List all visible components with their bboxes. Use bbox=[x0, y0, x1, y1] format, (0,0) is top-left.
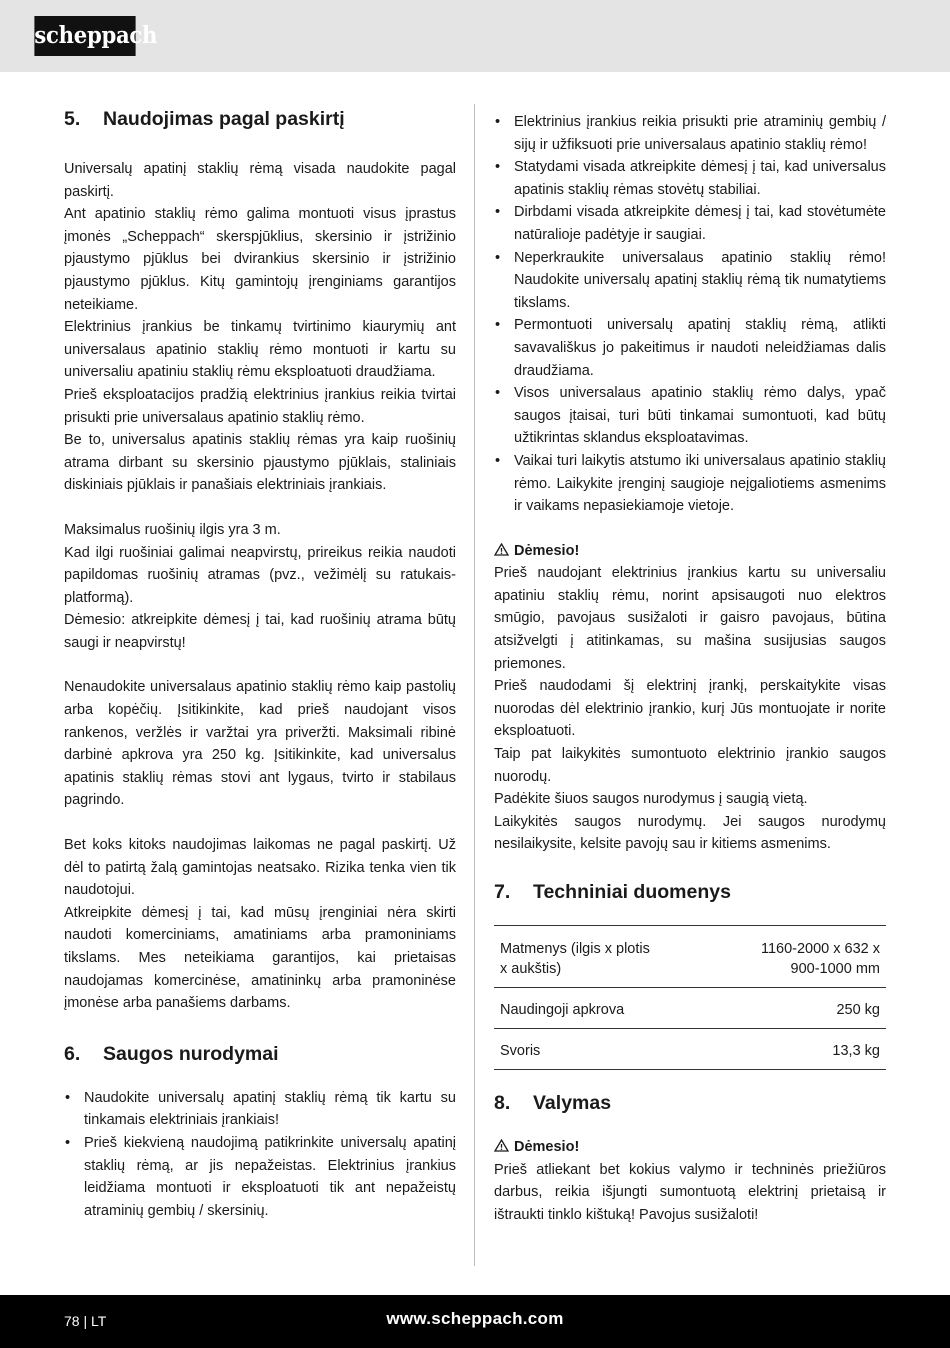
list-item: • Dirbdami visada atkreipkite dėmesį į tai, kad stovėtumėte natūralioje padėtyje ir saugiai. bbox=[494, 201, 886, 246]
paragraph: Prieš eksploatacijos pradžią elektrinius įrankius reikia tvirtai prisukti prie universalaus apatinio staklių rėmo. bbox=[64, 386, 456, 426]
table-row bbox=[494, 988, 886, 1029]
paragraph: Maksimalus ruošinių ilgis yra 3 m. bbox=[64, 521, 281, 538]
table-cell-label bbox=[494, 926, 711, 988]
paragraph: Prieš naudodami šį elektrinį įrankį, perskaitykite visas nuorodas dėl elektrinio įrankio, kurį Jūs montuojate ir norite eksploatuoti. bbox=[494, 678, 886, 740]
section-7-title: Techniniai duomenys bbox=[533, 881, 731, 903]
cell-text: 900-1000 mm bbox=[790, 961, 880, 977]
section-7-heading bbox=[494, 879, 886, 905]
paragraph: Nenaudokite universalaus apatinio staklių rėmo kaip pastolių arba kopėčių. Įsitikinkite, kad prieš naudojant visos rankenos, veržlės ir varžtai yra priveržti. Maksimali ribinė darbinė apkrova yra 250 kg. Įsitikinkite, kad universalus apatinis staklių rėmas stovi ant lygaus, tvirto ir stabilaus pagrindo. bbox=[64, 679, 456, 809]
warning-title: Dėmesio! bbox=[514, 542, 580, 559]
paragraph: Padėkite šiuos saugos nurodymus į saugią vietą. bbox=[494, 791, 808, 808]
page-number: 78 | LT bbox=[64, 1313, 107, 1329]
table-cell-label: Svoris bbox=[494, 1029, 711, 1070]
section-8-heading bbox=[494, 1090, 886, 1116]
paragraph: Elektrinius įrankius be tinkamų tvirtinimo kiaurymių ant universalaus apatinio staklių rėmo montuoti ir kartu su universaliu apatiniu staklių rėmu eksploatuoti draudžiama. bbox=[64, 319, 456, 381]
list-item: • Vaikai turi laikytis atstumo iki universalaus apatinio staklių rėmo. Laikykite įrenginį saugioje neįgaliotiems asmenims ir vaikams nepasiekiamoje vietoje. bbox=[494, 450, 886, 518]
right-column bbox=[494, 111, 886, 1226]
list-item: • Permontuoti universalų apatinį staklių rėmą, atlikti savavališkus jo pakeitimus ir naudoti neleidžiamas dalis draudžiama. bbox=[494, 314, 886, 382]
paragraph: Taip pat laikykitės sumontuoto elektrinio įrankio saugos nuorodų. bbox=[494, 746, 886, 785]
paragraph: Kad ilgi ruošiniai galimai neapvirstų, prireikus reikia naudoti papildomas ruošinių atramas (pvz., vežimėlį su ratukais-platformą). bbox=[64, 544, 456, 606]
safety-list-left bbox=[64, 1087, 456, 1223]
table-row bbox=[494, 1029, 886, 1070]
list-item: • Statydami visada atkreipkite dėmesį į tai, kad universalus apatinis staklių rėmas stovėtų stabiliai. bbox=[494, 156, 886, 201]
technical-data-table bbox=[494, 925, 886, 1070]
table-cell-value: 13,3 kg bbox=[711, 1029, 886, 1070]
paragraph: Dėmesio: atkreipkite dėmesį į tai, kad ruošinių atrama būtų saugi ir neapvirstų! bbox=[64, 612, 456, 651]
left-column bbox=[64, 106, 456, 1222]
warning-triangle-icon bbox=[494, 1136, 509, 1159]
section-6-number: 6. bbox=[64, 1042, 81, 1065]
cell-text: 1160-2000 x 632 x bbox=[760, 941, 880, 957]
list-item: • Naudokite universalų apatinį staklių rėmą tik kartu su tinkamais elektriniais įrankiais! bbox=[64, 1087, 456, 1132]
section-8-title: Valymas bbox=[533, 1092, 612, 1114]
section-5-number: 5. bbox=[64, 108, 81, 130]
section-5-heading bbox=[64, 106, 456, 132]
paragraph: Bet koks kitoks naudojimas laikomas ne pagal paskirtį. Už dėl to patirtą žalą gamintojas neatsako. Rizika tenka vien tik naudotojui. bbox=[64, 837, 456, 899]
warning-heading bbox=[494, 1136, 886, 1159]
warning-heading bbox=[494, 540, 886, 563]
paragraph: Atkreipkite dėmesį į tai, kad mūsų įrenginiai nėra skirti naudoti komerciniams, amatiniams arba pramoniniams tikslams. Mes neteikiama garantijos, kai prietaisas naudojamas komercinėse, amatininkų arba pramoninėse įmonėse arba panašiems darbams. bbox=[64, 904, 456, 1012]
cell-text: x aukštis) bbox=[500, 961, 562, 977]
section-6-heading bbox=[64, 1041, 456, 1067]
paragraph: Prieš atliekant bet kokius valymo ir techninės priežiūros darbus, reikia išjungti sumontuotą elektrinį prietaisą ir ištraukti tinklo kištuką! Pavojus susižaloti! bbox=[494, 1161, 886, 1223]
paragraph: Laikykitės saugos nurodymų. Jei saugos nurodymų nesilaikysite, kelsite pavojų sau ir kitiems asmenims. bbox=[494, 813, 886, 853]
paragraph: Prieš naudojant elektrinius įrankius kartu su universaliu apatiniu staklių rėmu, norint apsisaugoti nuo elektros smūgio, pavojaus susižaloti ir gaisro pavojaus, būtina atsižvelgti į atitinkamas, su mašina susijusias saugos priemones. bbox=[494, 565, 886, 672]
section-5-title: Naudojimas pagal paskirtį bbox=[103, 108, 345, 130]
scheppach-logo: scheppach bbox=[34, 16, 135, 56]
website-link[interactable]: www.scheppach.com bbox=[386, 1309, 564, 1328]
paragraph: Be to, universalus apatinis staklių rėmas yra kaip ruošinių atrama dirbant su skersinio pjaustymo pjūklais, staliniais diskiniais pjūklais ir panašiais elektriniais įrankiais. bbox=[64, 432, 456, 494]
column-divider bbox=[474, 104, 475, 1266]
table-row bbox=[494, 926, 886, 988]
list-item: • Neperkraukite universalaus apatinio staklių rėmo! Naudokite universalų apatinį staklių rėmą tik numatytiems tikslams. bbox=[494, 247, 886, 315]
warning-triangle-icon bbox=[494, 540, 509, 563]
warning-title: Dėmesio! bbox=[514, 1139, 580, 1155]
paragraph: Ant apatinio staklių rėmo galima montuoti visus įprastus įmonės „Scheppach“ skerspjūklius, skersinio ir įstrižinio pjaustymo pjūklus bei dvirankius skersinio ir įstrižinio pjaustymo pjūklus. Kitų gamintojų įrenginiams garantijos neteikiame. bbox=[64, 206, 456, 313]
table-cell-label: Naudingoji apkrova bbox=[494, 988, 711, 1029]
cell-text: Matmenys (ilgis x plotis bbox=[500, 941, 650, 957]
section-6-title: Saugos nurodymai bbox=[103, 1042, 279, 1065]
list-item: • Prieš kiekvieną naudojimą patikrinkite universalų apatinį staklių rėmą, ar jis nepažeistas. Elektrinius įrankius leidžiama montuoti ir eksploatuoti tik ant nepažeistų atraminių gembių / skersinių. bbox=[64, 1132, 456, 1222]
list-item: • Elektrinius įrankius reikia prisukti prie atraminių gembių / sijų ir užfiksuoti prie universalaus apatinio staklių rėmo! bbox=[494, 111, 886, 156]
section-7-number: 7. bbox=[494, 881, 511, 903]
list-item: • Visos universalaus apatinio staklių rėmo dalys, ypač saugos įtaisai, turi būti tinkamai sumontuoti, kad būtų užtikrintas sklandus eksploatavimas. bbox=[494, 382, 886, 450]
table-cell-value: 250 kg bbox=[711, 988, 886, 1029]
header-bar bbox=[0, 0, 950, 72]
footer-bar bbox=[0, 1295, 950, 1348]
table-cell-value bbox=[711, 926, 886, 988]
section-8-number: 8. bbox=[494, 1092, 511, 1114]
safety-list-right bbox=[494, 111, 886, 518]
paragraph: Universalų apatinį staklių rėmą visada naudokite pagal paskirtį. bbox=[64, 161, 456, 200]
